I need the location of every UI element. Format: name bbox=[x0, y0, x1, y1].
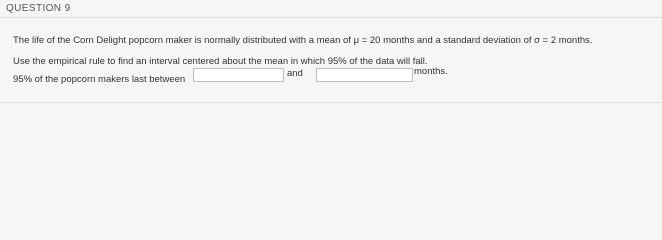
question-instruction: Use the empirical rule to find an interval centered about the mean in which 95% of the data will fall. bbox=[13, 56, 428, 67]
answer-connector-text: and bbox=[287, 68, 303, 79]
upper-bound-input[interactable] bbox=[316, 68, 413, 82]
question-page bbox=[0, 0, 662, 105]
header-divider bbox=[0, 17, 662, 18]
answer-suffix-text: months. bbox=[414, 66, 448, 77]
bottom-divider bbox=[0, 102, 662, 103]
question-number-label: QUESTION 9 bbox=[6, 3, 71, 14]
answer-prefix-text: 95% of the popcorn makers last between bbox=[13, 74, 186, 85]
lower-bound-input[interactable] bbox=[193, 68, 284, 82]
question-statement: The life of the Corn Delight popcorn maker is normally distributed with a mean of μ = 20 months and a standard deviation of σ = 2 months. bbox=[13, 35, 593, 46]
